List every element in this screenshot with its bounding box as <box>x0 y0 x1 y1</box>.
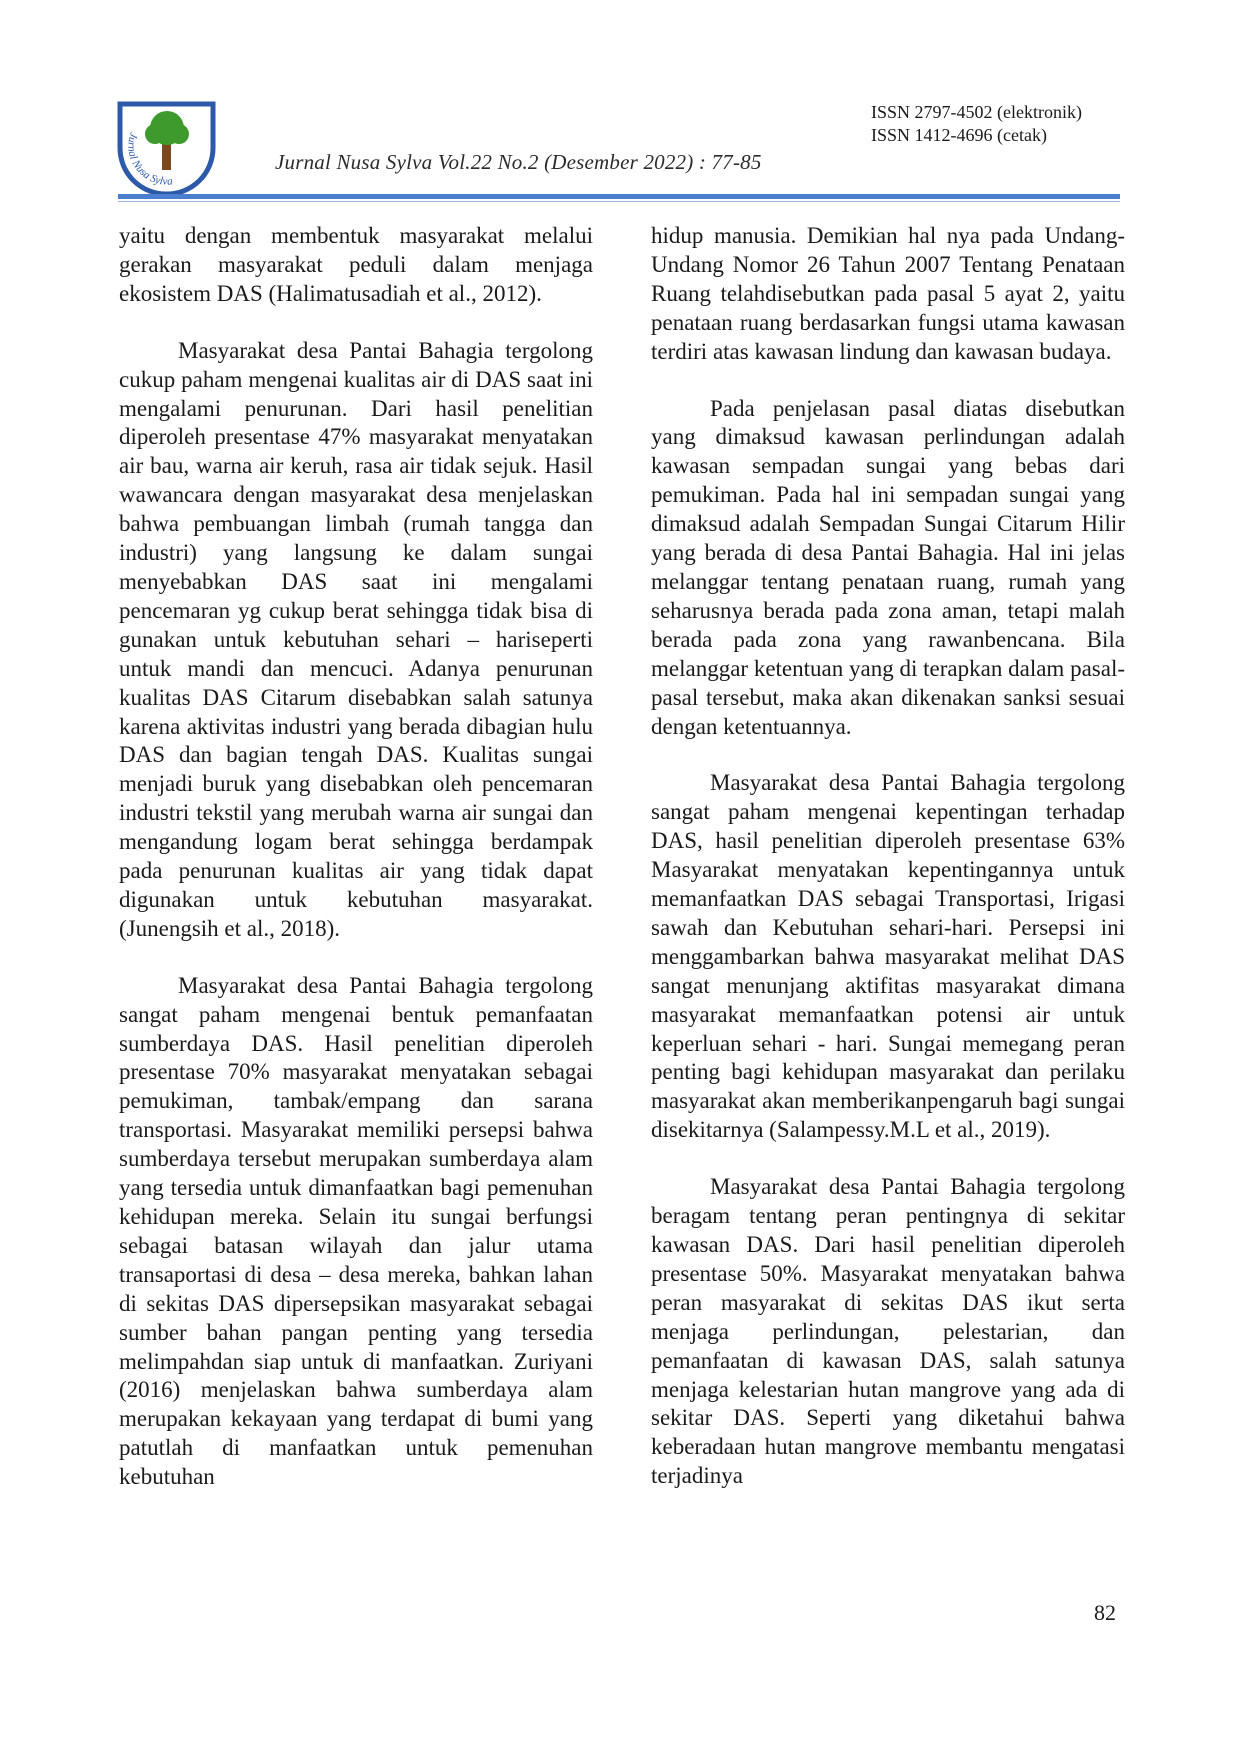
paragraph: Pada penjelasan pasal diatas disebutkan yang dimaksud kawasan perlindungan adalah kawasan sempadan sungai yang bebas dari pemukiman. Pada hal ini sempadan sungai yang dimaksud adalah Sempadan Sungai Citarum Hilir yang berada di desa Pantai Bahagia. Hal ini jelas melanggar tentang penataan ruang, rumah yang seharusnya berada pada zona aman, tetapi malah berada pada zona yang rawanbencana. Bila melanggar ketentuan yang di terapkan dalam pasal-pasal tersebut, maka akan dikenakan sanksi sesuai dengan ketentuannya. <box>651 395 1125 739</box>
svg-text:Jurnal Nusa Sylva: Jurnal Nusa Sylva <box>125 131 174 188</box>
header-rule-thin <box>118 201 1120 202</box>
paragraph: Masyarakat desa Pantai Bahagia tergolong beragam tentang peran pentingnya di sekitar kawasan DAS. Dari hasil penelitian diperoleh presentase 50%. Masyarakat menyatakan bahwa peran masyarakat di sekitas DAS ikut serta menjaga perlindungan, pelestarian, dan pemanfaatan di kawasan DAS, salah satunya menjaga kelestarian hutan mangrove yang ada di sekitar DAS. Seperti yang diketahui bahwa keberadaan hutan mangrove membantu mengatasi terjadinya <box>651 1174 1125 1489</box>
paragraph: yaitu dengan membentuk masyarakat melalui gerakan masyarakat peduli dalam menjaga ekosistem DAS (Halimatusadiah et al., 2012). <box>119 223 593 306</box>
issn-electronic: ISSN 2797-4502 (elektronik) <box>871 102 1082 122</box>
header-rule <box>118 194 1120 199</box>
right-column <box>651 222 1125 1519</box>
issn-print: ISSN 1412-4696 (cetak) <box>871 125 1047 145</box>
journal-citation: Jurnal Nusa Sylva Vol.22 No.2 (Desember 2022) : 77-85 <box>275 150 762 174</box>
paragraph: Masyarakat desa Pantai Bahagia tergolong cukup paham mengenai kualitas air di DAS saat ini mengalami penurunan. Dari hasil penelitian diperoleh presentase 47% masyarakat menyatakan air bau, warna air keruh, rasa air tidak sejuk. Hasil wawancara dengan masyarakat desa menjelaskan bahwa pembuangan limbah (rumah tangga dan industri) yang langsung ke dalam sungai menyebabkan DAS saat ini mengalami pencemaran yg cukup berat sehingga tidak bisa di gunakan untuk kebutuhan sehari – hariseperti untuk mandi dan mencuci. Adanya penurunan kualitas DAS Citarum disebabkan salah satunya karena aktivitas industri yang berada dibagian hulu DAS dan bagian tengah DAS. Kualitas sungai menjadi buruk yang disebabkan oleh pencemaran industri tekstil yang merubah warna air sungai dan mengandung logam berat sehingga berdampak pada penurunan kualitas air yang tidak dapat digunakan untuk kebutuhan masyarakat. (Junengsih et al., 2018). <box>119 337 593 941</box>
paragraph: Masyarakat desa Pantai Bahagia tergolong sangat paham mengenai bentuk pemanfaatan sumberdaya DAS. Hasil penelitian diperoleh presentase 70% masyarakat menyatakan sebagai pemukiman, tambak/empang dan sarana transportasi. Masyarakat memiliki persepsi bahwa sumberdaya tersebut merupakan sumberdaya alam yang tersedia untuk dimanfaatkan bagi pemenuhan kehidupan mereka. Selain itu sungai berfungsi sebagai batasan wilayah dan jalur utama transaportasi di desa – desa mereka, bahkan lahan di sekitas DAS dipersepsikan masyarakat sebagai sumber bahan pangan penting yang tersedia melimpahdan siap untuk di manfaatkan. Zuriyani (2016) menjelaskan bahwa sumberdaya alam merupakan kekayaan yang terdapat di bumi yang patutlah di manfaatkan untuk pemenuhan kebutuhan <box>119 972 593 1490</box>
left-column <box>119 222 593 1520</box>
journal-logo <box>117 100 217 200</box>
page-number: 82 <box>1094 1600 1116 1625</box>
paragraph: hidup manusia. Demikian hal nya pada Undang-Undang Nomor 26 Tahun 2007 Tentang Penataan Ruang telahdisebutkan pada pasal 5 ayat 2, yaitu penataan ruang berdasarkan fungsi utama kawasan terdiri atas kawasan lindung dan kawasan budaya. <box>651 223 1125 364</box>
paragraph: Masyarakat desa Pantai Bahagia tergolong sangat paham mengenai kepentingan terhadap DAS, hasil penelitian diperoleh presentase 63% Masyarakat menyatakan kepentingannya untuk memanfaatkan DAS sebagai Transportasi, Irigasi sawah dan Kebutuhan sehari-hari. Persepsi ini menggambarkan bahwa masyarakat melihat DAS sangat menunjang aktifitas masyarakat dimana masyarakat memanfaatkan potensi air untuk keperluan sehari - hari. Sungai memegang peran penting bagi kehidupan masyarakat dan perilaku masyarakat akan memberikanpengaruh bagi sungai disekitarnya (Salampessy.M.L et al., 2019). <box>651 770 1125 1143</box>
